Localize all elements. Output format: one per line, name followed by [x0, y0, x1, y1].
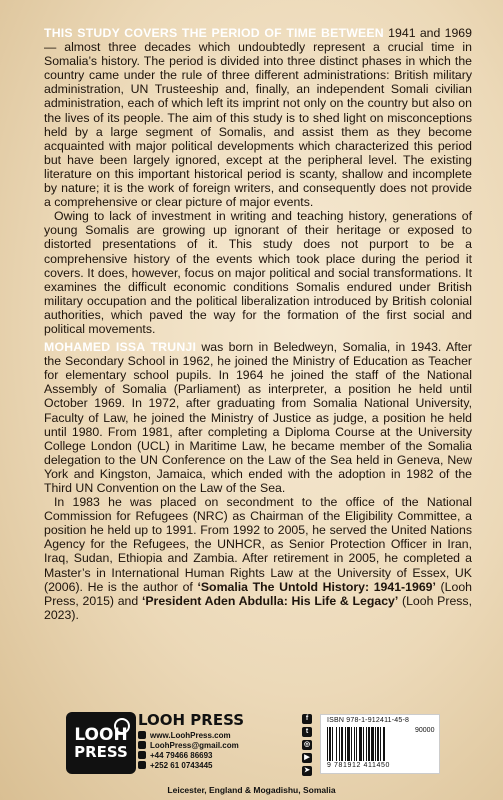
- phone-so-line[interactable]: +252 61 0743445: [138, 760, 298, 770]
- book-title-2: ‘President Aden Abdulla: His Life & Legacy’: [141, 593, 399, 608]
- publisher-contact: [138, 712, 298, 770]
- blurb-text: [44, 26, 472, 622]
- facebook-icon[interactable]: f: [302, 714, 312, 724]
- youtube-icon[interactable]: ▶: [302, 753, 312, 763]
- paragraph-2: Owing to lack of investment in writing and teaching history, generations of young Somalis are growing up ignorant of their heritage or exposed to distorted presentations of it. This study does not purport to be a comprehensive history of the events which took place during the period it covers. It does, however, focus on major political and social transformations. It examines the difficult economic conditions Somalis endured under British military occupation and the political liberalization introduced by British colonial authorities, which paved the way for the formation of the first social and political movements.: [44, 209, 472, 336]
- isbn-number: ISBN 978-1-912411-45-8: [327, 717, 410, 724]
- whatsapp-icon: [138, 761, 146, 769]
- isbn-barcode: [320, 714, 440, 774]
- social-icons: [302, 714, 314, 779]
- globe-icon: [138, 731, 146, 739]
- phone-icon: [138, 751, 146, 759]
- author-bio-paragraph: MOHAMED ISSA TRUNJI was born in Beledweyn, Somalia, in 1943. After the Secondary School in 1962, he joined the Ministry of Education as Teacher for elementary school pupils. In 1964 he joined the staff of the National Assembly of Somalia (Parliament) as interpreter, a position he held until October 1969. In 1972, after graduating from Somalia National University, Faculty of Law, he joined the Ministry of Justice as judge, a position he held until 1980. From 1981, after completing a Diploma Course at the University College London (UCL) in Maritime Law, he became member of the Somalia delegation to the UN Conference on the Law of the Sea held in Geneva, New York and Kingston, Jamaica, which ended with the adoption in 1982 of the Third UN Convention on the Law of the Sea.: [44, 340, 472, 495]
- website-line[interactable]: www.LoohPress.com: [138, 730, 298, 740]
- author-name: MOHAMED ISSA TRUNJI: [44, 340, 197, 355]
- press-name: LOOH PRESS: [138, 711, 245, 729]
- email-line[interactable]: LoohPress@gmail.com: [138, 740, 298, 750]
- publisher-location: Leicester, England & Mogadishu, Somalia: [167, 785, 336, 795]
- instagram-icon[interactable]: ◎: [303, 741, 311, 748]
- barcode-bars: [327, 727, 413, 761]
- author-bio-paragraph-2: In 1983 he was placed on secondment to the office of the National Commission for Refugees (NRC) as Chairman of the Eligibility Committee, a position he held up to 1991. From 1992 to 2005, he served the United Nations Agency for the Refugees, the UNHCR, as Senior Protection Officer in Iran, Iraq, Sudan, Ethiopia and Zambia. After retirement in 2005, he completed a Master’s in International Human Rights Law at the University of Essex, UK (2006). He is the author of ‘Somalia The Untold History: 1941-1969’ (Looh Press, 2015) and ‘President Aden Abdulla: His Life & Legacy’ (Looh Press, 2023).: [44, 495, 473, 622]
- email-icon: [138, 741, 146, 749]
- book-title-1: ‘Somalia The Untold History: 1941-1969’: [197, 579, 436, 594]
- paragraph-1: THIS STUDY COVERS THE PERIOD OF TIME BETWEEN 1941 and 1969 — almost three decades which undoubtedly represent a crucial time in Somalia’s history. The period is divided into three distinct phases in which the country came under the rule of three different administrations: British military administration, UN Trusteeship and, finally, an independent Somali civilian administration, each of which left its imprint not only on the country but also on the lives of its people. The aim of this study is to shed light on misconceptions held by a large segment of Somalis, and assist them as they become acquainted with major political developments which characterized this period but have been largely ignored, except at the peripheral level. The existing literature on this important historical period is scanty, shallow and incomplete by nature; it is the work of foreign writers, and consequently does not provide a comprehensive or clear picture of major events.: [44, 26, 472, 210]
- logo-ring-icon: [114, 718, 130, 734]
- twitter-icon[interactable]: t: [302, 727, 312, 737]
- phone-uk-line[interactable]: +44 79466 86693: [138, 750, 298, 760]
- lead-in-caps: THIS STUDY COVERS THE PERIOD OF TIME BETWEEN: [44, 26, 384, 40]
- price-code: 90000: [415, 727, 435, 734]
- publisher-logo: LOOH PRESS: [66, 712, 136, 774]
- telegram-icon[interactable]: ➤: [302, 766, 312, 776]
- barcode-digits: 9 781912 411450: [327, 762, 390, 769]
- publisher-footer: [0, 712, 503, 800]
